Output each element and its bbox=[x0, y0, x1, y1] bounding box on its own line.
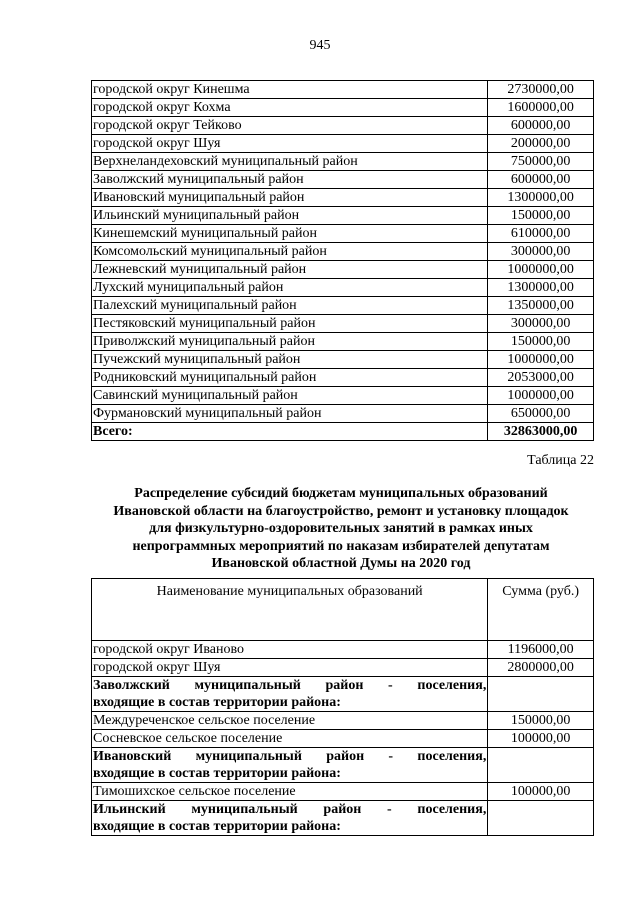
heading-line: непрограммных мероприятий по наказам избирателей депутатам bbox=[132, 538, 550, 554]
heading-line: Ивановской областной Думы на 2020 год bbox=[211, 556, 471, 571]
table-row bbox=[92, 730, 594, 748]
row-amount: 100000,00 bbox=[488, 783, 594, 801]
table-row bbox=[92, 659, 594, 677]
column-header-amount: Сумма (руб.) bbox=[488, 579, 594, 641]
group-name-line: входящие в состав территории района: bbox=[93, 766, 341, 781]
table-row bbox=[92, 387, 594, 405]
group-name-line: входящие в состав территории района: bbox=[93, 695, 341, 710]
table-row bbox=[92, 369, 594, 387]
group-row bbox=[92, 748, 594, 783]
row-name: городской округ Шуя bbox=[92, 135, 488, 153]
row-name: Пучежский муниципальный район bbox=[92, 351, 488, 369]
table-row bbox=[92, 783, 594, 801]
row-amount-empty bbox=[488, 801, 594, 836]
group-name-line: Ильинский муниципальный район - поселения, bbox=[93, 802, 487, 817]
row-name: городской округ Кинешма bbox=[92, 81, 488, 99]
table-row bbox=[92, 189, 594, 207]
table-row bbox=[92, 351, 594, 369]
row-name: Комсомольский муниципальный район bbox=[92, 243, 488, 261]
table-row bbox=[92, 207, 594, 225]
row-name: Сосневское сельское поселение bbox=[92, 730, 488, 748]
table-row bbox=[92, 81, 594, 99]
row-name: Савинский муниципальный район bbox=[92, 387, 488, 405]
row-name: городской округ Кохма bbox=[92, 99, 488, 117]
table-row bbox=[92, 315, 594, 333]
total-row bbox=[92, 423, 594, 441]
row-amount: 200000,00 bbox=[488, 135, 594, 153]
row-amount: 100000,00 bbox=[488, 730, 594, 748]
table-row bbox=[92, 279, 594, 297]
table-heading bbox=[96, 485, 586, 573]
row-amount: 600000,00 bbox=[488, 171, 594, 189]
row-amount: 1196000,00 bbox=[488, 641, 594, 659]
row-amount: 2730000,00 bbox=[488, 81, 594, 99]
table-row bbox=[92, 712, 594, 730]
row-name: Приволжский муниципальный район bbox=[92, 333, 488, 351]
row-name: городской округ Шуя bbox=[92, 659, 488, 677]
row-name: городской округ Иваново bbox=[92, 641, 488, 659]
table-row bbox=[92, 641, 594, 659]
subsidy-table-continued bbox=[91, 80, 594, 441]
group-name bbox=[92, 748, 488, 783]
row-amount: 2053000,00 bbox=[488, 369, 594, 387]
group-name-line: Заволжский муниципальный район - поселения, bbox=[93, 678, 487, 693]
table-row bbox=[92, 135, 594, 153]
group-name bbox=[92, 801, 488, 836]
row-amount: 610000,00 bbox=[488, 225, 594, 243]
row-amount: 1000000,00 bbox=[488, 387, 594, 405]
table-row bbox=[92, 261, 594, 279]
table-row bbox=[92, 243, 594, 261]
group-name-line: Ивановский муниципальный район - поселения, bbox=[93, 749, 487, 764]
row-name: Верхнеландеховский муниципальный район bbox=[92, 153, 488, 171]
row-amount: 650000,00 bbox=[488, 405, 594, 423]
total-label: Всего: bbox=[92, 423, 488, 441]
row-amount: 1600000,00 bbox=[488, 99, 594, 117]
group-name bbox=[92, 677, 488, 712]
row-name: Палехский муниципальный район bbox=[92, 297, 488, 315]
row-amount: 750000,00 bbox=[488, 153, 594, 171]
row-amount: 1000000,00 bbox=[488, 351, 594, 369]
row-name: Фурмановский муниципальный район bbox=[92, 405, 488, 423]
group-name-line: входящие в состав территории района: bbox=[93, 819, 341, 834]
row-amount: 1000000,00 bbox=[488, 261, 594, 279]
table-row bbox=[92, 153, 594, 171]
row-name: городской округ Тейково bbox=[92, 117, 488, 135]
row-amount-empty bbox=[488, 748, 594, 783]
table-row bbox=[92, 225, 594, 243]
table-header-row bbox=[92, 579, 594, 641]
row-name: Ильинский муниципальный район bbox=[92, 207, 488, 225]
row-name: Лежневский муниципальный район bbox=[92, 261, 488, 279]
heading-line: Ивановской области на благоустройство, ремонт и установку площадок bbox=[113, 503, 569, 519]
row-name: Лухский муниципальный район bbox=[92, 279, 488, 297]
row-amount: 150000,00 bbox=[488, 207, 594, 225]
row-amount: 1350000,00 bbox=[488, 297, 594, 315]
row-name: Кинешемский муниципальный район bbox=[92, 225, 488, 243]
table-row bbox=[92, 99, 594, 117]
row-amount: 2800000,00 bbox=[488, 659, 594, 677]
group-row bbox=[92, 677, 594, 712]
row-name: Междуреченское сельское поселение bbox=[92, 712, 488, 730]
row-name: Тимошихское сельское поселение bbox=[92, 783, 488, 801]
row-name: Ивановский муниципальный район bbox=[92, 189, 488, 207]
table-row bbox=[92, 333, 594, 351]
row-name: Заволжский муниципальный район bbox=[92, 171, 488, 189]
row-name: Пестяковский муниципальный район bbox=[92, 315, 488, 333]
total-amount: 32863000,00 bbox=[488, 423, 594, 441]
page-number: 945 bbox=[309, 38, 331, 53]
subsidy-table-22 bbox=[91, 578, 594, 836]
row-amount: 1300000,00 bbox=[488, 279, 594, 297]
table-row bbox=[92, 405, 594, 423]
row-amount: 300000,00 bbox=[488, 243, 594, 261]
table-row bbox=[92, 297, 594, 315]
table-row bbox=[92, 171, 594, 189]
heading-line: Распределение субсидий бюджетам муниципальных образований bbox=[134, 486, 548, 501]
row-amount: 150000,00 bbox=[488, 333, 594, 351]
table-row bbox=[92, 117, 594, 135]
row-name: Родниковский муниципальный район bbox=[92, 369, 488, 387]
table-number-label: Таблица 22 bbox=[527, 453, 594, 468]
row-amount: 600000,00 bbox=[488, 117, 594, 135]
heading-line: для физкультурно-оздоровительных занятий в рамках иных bbox=[149, 521, 533, 536]
row-amount: 150000,00 bbox=[488, 712, 594, 730]
row-amount: 300000,00 bbox=[488, 315, 594, 333]
row-amount-empty bbox=[488, 677, 594, 712]
column-header-name: Наименование муниципальных образований bbox=[92, 579, 488, 641]
group-row bbox=[92, 801, 594, 836]
row-amount: 1300000,00 bbox=[488, 189, 594, 207]
